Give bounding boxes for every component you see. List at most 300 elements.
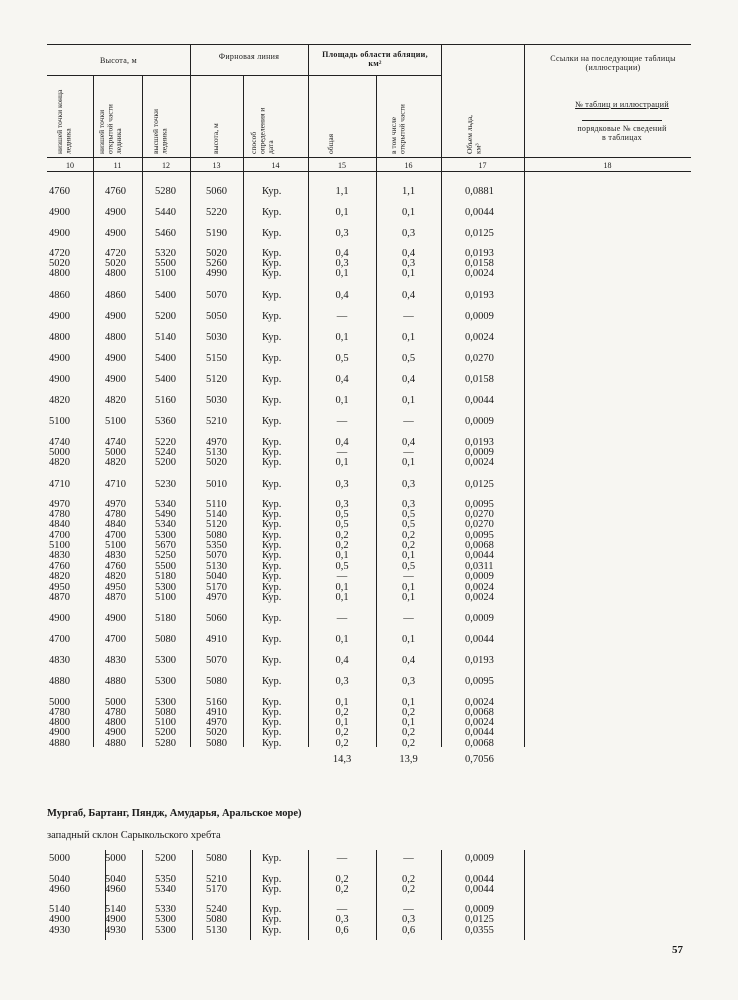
table-cell-open-height: 4870	[105, 592, 126, 603]
table-cell-area-total: 0,1	[335, 457, 349, 468]
table-cell-firn-height: 5010	[206, 479, 227, 490]
table-cell-area-total: 0,3	[335, 258, 349, 269]
table-cell-method: Кур.	[262, 676, 282, 687]
lower-table-cell-method: Кур.	[262, 853, 282, 864]
table-cell-top-height: 5220	[155, 437, 176, 448]
body-vline-4	[243, 172, 244, 747]
page-number: 57	[672, 944, 683, 956]
colnum-13: 13	[212, 161, 221, 170]
table-cell-volume: 0,0311	[465, 561, 494, 572]
table-cell-open-height: 4830	[105, 655, 126, 666]
lower-table-cell-top-height: 5350	[155, 874, 176, 885]
table-cell-area-open: 0,2	[401, 530, 416, 541]
total-volume: 0,7056	[465, 754, 494, 765]
table-cell-open-height: 4900	[105, 613, 126, 624]
lower-table-cell-top-height: 5300	[155, 925, 176, 936]
table-cell-top-height: 5100	[155, 268, 176, 279]
table-cell-method: Кур.	[262, 634, 282, 645]
table-cell-method: Кур.	[262, 353, 282, 364]
table-cell-open-height: 4900	[105, 311, 126, 322]
table-cell-area-total: 0,2	[335, 738, 349, 749]
table-cell-area-open: 0,3	[401, 676, 416, 687]
table-cell-method: Кур.	[262, 416, 282, 427]
table-cell-area-total: 0,2	[335, 727, 349, 738]
table-cell-open-height: 5100	[105, 540, 126, 551]
refs-sub-rule	[582, 120, 662, 121]
table-cell-end-height: 4700	[49, 530, 70, 541]
lower-table-cell-end-height: 4960	[49, 884, 70, 895]
table-cell-volume: 0,0270	[465, 509, 494, 520]
hdr-vline-c	[190, 44, 191, 171]
lower-table-cell-method: Кур.	[262, 904, 282, 915]
table-cell-volume: 0,0881	[465, 186, 494, 197]
table-cell-firn-height: 5080	[206, 676, 227, 687]
table-cell-method: Кур.	[262, 248, 282, 259]
table-cell-area-total: 0,5	[335, 353, 349, 364]
table-cell-end-height: 4900	[49, 374, 70, 385]
table-cell-area-open: 0,3	[401, 258, 416, 269]
body-vline-1	[93, 172, 94, 747]
table-cell-top-height: 5240	[155, 447, 176, 458]
lower-table-cell-top-height: 5300	[155, 914, 176, 925]
table-cell-firn-height: 5030	[206, 332, 227, 343]
colnum-15: 15	[338, 161, 346, 170]
table-cell-area-open: 0,1	[401, 634, 416, 645]
table-cell-end-height: 4780	[49, 707, 70, 718]
table-cell-open-height: 4800	[105, 268, 126, 279]
table-cell-top-height: 5460	[155, 228, 176, 239]
table-cell-area-total: 0,2	[335, 707, 349, 718]
table-cell-top-height: 5340	[155, 499, 176, 510]
table-cell-firn-height: 4910	[206, 634, 227, 645]
body-vline-2	[142, 172, 143, 747]
table-cell-area-open: 0,2	[401, 707, 416, 718]
table-cell-method: Кур.	[262, 530, 282, 541]
table-cell-firn-height: 5070	[206, 290, 227, 301]
lower-table-cell-end-height: 4900	[49, 914, 70, 925]
table-cell-end-height: 4900	[49, 727, 70, 738]
table-cell-end-height: 4900	[49, 613, 70, 624]
table-cell-area-open: 0,1	[401, 550, 416, 561]
colnum-12: 12	[162, 161, 170, 170]
col13-header: высота, м	[211, 123, 220, 154]
table-cell-area-total: 0,1	[335, 717, 349, 728]
table-cell-firn-height: 5020	[206, 248, 227, 259]
table-cell-volume: 0,0095	[465, 499, 494, 510]
col16-header: в том числе открытой части	[389, 104, 407, 154]
table-cell-open-height: 5000	[105, 697, 126, 708]
lower-table-cell-area-open: —	[403, 904, 414, 915]
lower-table-cell-area-total: 0,2	[335, 884, 349, 895]
table-cell-top-height: 5490	[155, 509, 176, 520]
table-cell-area-total: 0,2	[335, 530, 349, 541]
lower-table-cell-open-height: 5140	[105, 904, 126, 915]
group-firn-title: Фирновая линия	[218, 52, 280, 61]
table-cell-open-height: 4880	[105, 676, 126, 687]
refs-sub2: порядковые № сведений в таблицах	[577, 124, 667, 142]
lower-table-cell-volume: 0,0355	[465, 925, 494, 936]
table-cell-area-open: 0,1	[401, 457, 416, 468]
table-cell-firn-height: 5170	[206, 582, 227, 593]
lower-table-cell-area-total: —	[336, 904, 348, 915]
table-cell-method: Кур.	[262, 561, 282, 572]
table-cell-volume: 0,0044	[465, 727, 494, 738]
table-cell-volume: 0,0044	[465, 207, 494, 218]
table-cell-area-open: 0,4	[401, 655, 416, 666]
table-cell-method: Кур.	[262, 738, 282, 749]
table-cell-area-open: 0,4	[401, 374, 416, 385]
col17-header: Объем льда, км³	[465, 114, 483, 154]
body-vline-8	[524, 172, 525, 747]
table-cell-top-height: 5080	[155, 707, 176, 718]
table-cell-firn-height: 5060	[206, 186, 227, 197]
table-cell-firn-height: 5160	[206, 697, 227, 708]
hdr-vline-d	[243, 75, 244, 171]
table-cell-open-height: 4760	[105, 186, 126, 197]
colnum-14: 14	[271, 161, 280, 170]
table-cell-open-height: 5020	[105, 258, 126, 269]
table-cell-area-total: 0,1	[335, 395, 349, 406]
table-cell-area-total: 0,3	[335, 228, 349, 239]
table-cell-area-open: 0,5	[401, 561, 416, 572]
table-cell-method: Кур.	[262, 395, 282, 406]
table-cell-area-total: 0,3	[335, 499, 349, 510]
group-height-title: Высота, м	[99, 56, 138, 65]
lower-table-cell-open-height: 4900	[105, 914, 126, 925]
table-cell-method: Кур.	[262, 550, 282, 561]
table-cell-end-height: 4870	[49, 592, 70, 603]
table-cell-area-open: 0,1	[401, 268, 416, 279]
table-cell-open-height: 4860	[105, 290, 126, 301]
table-cell-volume: 0,0044	[465, 634, 494, 645]
table-cell-volume: 0,0193	[465, 655, 494, 666]
lower-vline-8	[524, 850, 525, 940]
table-cell-volume: 0,0068	[465, 738, 494, 749]
table-cell-open-height: 4900	[105, 228, 126, 239]
table-cell-method: Кур.	[262, 697, 282, 708]
table-cell-open-height: 4800	[105, 717, 126, 728]
table-cell-area-open: —	[403, 311, 414, 322]
table-cell-volume: 0,0024	[465, 332, 494, 343]
table-cell-method: Кур.	[262, 707, 282, 718]
table-cell-method: Кур.	[262, 311, 282, 322]
table-cell-top-height: 5300	[155, 582, 176, 593]
lower-table-cell-area-total: —	[336, 853, 348, 864]
table-cell-area-open: 1,1	[401, 186, 416, 197]
table-cell-firn-height: 5140	[206, 509, 227, 520]
hdr-vline-h	[524, 44, 525, 171]
table-cell-method: Кур.	[262, 228, 282, 239]
table-cell-firn-height: 4910	[206, 707, 227, 718]
table-cell-firn-height: 5020	[206, 457, 227, 468]
table-cell-firn-height: 5020	[206, 727, 227, 738]
table-cell-open-height: 4710	[105, 479, 126, 490]
table-cell-area-total: 0,1	[335, 332, 349, 343]
table-cell-end-height: 4740	[49, 437, 70, 448]
table-cell-method: Кур.	[262, 447, 282, 458]
table-cell-firn-height: 5260	[206, 258, 227, 269]
table-cell-area-total: 0,1	[335, 207, 349, 218]
table-cell-area-total: 0,4	[335, 437, 349, 448]
table-cell-firn-height: 5040	[206, 571, 227, 582]
col10-header: низшей точки конца ледника	[55, 89, 73, 154]
table-cell-area-total: 0,4	[335, 655, 349, 666]
lower-vline-2	[142, 850, 143, 940]
table-cell-volume: 0,0095	[465, 676, 494, 687]
table-cell-open-height: 5100	[105, 416, 126, 427]
table-cell-volume: 0,0068	[465, 540, 494, 551]
table-cell-area-total: 0,5	[335, 561, 349, 572]
table-cell-open-height: 4760	[105, 561, 126, 572]
table-cell-firn-height: 5150	[206, 353, 227, 364]
table-cell-top-height: 5300	[155, 655, 176, 666]
table-cell-end-height: 4880	[49, 676, 70, 687]
table-cell-method: Кур.	[262, 268, 282, 279]
col15-header: общая	[326, 133, 335, 154]
header-top-rule	[47, 44, 691, 45]
table-cell-top-height: 5300	[155, 530, 176, 541]
lower-table-cell-top-height: 5330	[155, 904, 176, 915]
table-cell-volume: 0,0024	[465, 268, 494, 279]
table-cell-volume: 0,0024	[465, 582, 494, 593]
table-cell-open-height: 4900	[105, 353, 126, 364]
table-cell-method: Кур.	[262, 290, 282, 301]
table-cell-volume: 0,0044	[465, 550, 494, 561]
table-cell-top-height: 5280	[155, 738, 176, 749]
table-cell-area-total: 0,1	[335, 550, 349, 561]
colnum-18: 18	[603, 161, 612, 170]
table-cell-area-open: 0,1	[401, 395, 416, 406]
table-cell-area-total: —	[336, 447, 348, 458]
lower-table-cell-area-total: 0,6	[335, 925, 349, 936]
table-cell-top-height: 5200	[155, 457, 176, 468]
table-cell-end-height: 5000	[49, 447, 70, 458]
table-cell-open-height: 4800	[105, 332, 126, 343]
table-cell-method: Кур.	[262, 509, 282, 520]
table-cell-firn-height: 5120	[206, 519, 227, 530]
table-cell-area-total: —	[336, 416, 348, 427]
table-cell-end-height: 4880	[49, 738, 70, 749]
table-cell-open-height: 4780	[105, 509, 126, 520]
table-cell-volume: 0,0009	[465, 447, 494, 458]
table-cell-open-height: 4740	[105, 437, 126, 448]
table-cell-area-total: 0,1	[335, 582, 349, 593]
table-cell-open-height: 4780	[105, 707, 126, 718]
table-cell-area-total: 0,4	[335, 374, 349, 385]
lower-table-cell-volume: 0,0009	[465, 904, 494, 915]
table-cell-area-total: 0,3	[335, 676, 349, 687]
lower-table-cell-end-height: 5040	[49, 874, 70, 885]
lower-table-cell-area-open: 0,2	[401, 874, 416, 885]
table-cell-open-height: 4970	[105, 499, 126, 510]
table-cell-method: Кур.	[262, 437, 282, 448]
table-cell-top-height: 5300	[155, 676, 176, 687]
table-cell-area-total: 0,3	[335, 479, 349, 490]
table-cell-end-height: 4900	[49, 228, 70, 239]
col11-header: низшей точки открытой части ледника	[97, 104, 123, 154]
table-cell-top-height: 5400	[155, 290, 176, 301]
table-cell-end-height: 4820	[49, 457, 70, 468]
table-cell-area-total: —	[336, 571, 348, 582]
table-cell-end-height: 4820	[49, 571, 70, 582]
table-cell-end-height: 4820	[49, 395, 70, 406]
colnum-11: 11	[113, 161, 122, 170]
hdr-vline-g	[441, 44, 442, 171]
table-cell-area-open: 0,4	[401, 248, 416, 259]
group-area-title: Площадь области абляции, км²	[322, 50, 428, 68]
table-cell-top-height: 5360	[155, 416, 176, 427]
refs-sub1: № таблиц и иллюстраций	[575, 100, 669, 109]
table-cell-end-height: 4900	[49, 311, 70, 322]
header-group-rule	[47, 75, 441, 76]
table-cell-volume: 0,0009	[465, 571, 494, 582]
table-cell-top-height: 5440	[155, 207, 176, 218]
lower-table-cell-open-height: 5000	[105, 853, 126, 864]
table-cell-end-height: 5100	[49, 540, 70, 551]
lower-table-cell-area-open: 0,3	[401, 914, 416, 925]
lower-table-cell-firn-height: 5130	[206, 925, 227, 936]
table-cell-top-height: 5230	[155, 479, 176, 490]
table-cell-volume: 0,0125	[465, 479, 494, 490]
table-cell-volume: 0,0009	[465, 311, 494, 322]
section-title: Мургаб, Бартанг, Пяндж, Амударья, Аральское море)	[47, 808, 302, 819]
lower-table-cell-volume: 0,0044	[465, 874, 494, 885]
table-cell-end-height: 4800	[49, 268, 70, 279]
table-cell-end-height: 4900	[49, 207, 70, 218]
table-cell-volume: 0,0009	[465, 416, 494, 427]
lower-table-cell-area-total: 0,2	[335, 874, 349, 885]
body-vline-3	[190, 172, 191, 747]
table-cell-area-open: —	[403, 416, 414, 427]
table-cell-method: Кур.	[262, 479, 282, 490]
lower-table-cell-firn-height: 5210	[206, 874, 227, 885]
table-cell-area-open: —	[403, 447, 414, 458]
table-cell-top-height: 5500	[155, 258, 176, 269]
table-cell-firn-height: 5120	[206, 374, 227, 385]
table-cell-area-open: 0,1	[401, 717, 416, 728]
table-cell-area-total: —	[336, 311, 348, 322]
table-cell-end-height: 4860	[49, 290, 70, 301]
table-cell-firn-height: 5030	[206, 395, 227, 406]
table-cell-top-height: 5080	[155, 634, 176, 645]
table-cell-area-total: 0,5	[335, 519, 349, 530]
table-cell-volume: 0,0009	[465, 613, 494, 624]
lower-vline-3	[192, 850, 193, 940]
table-cell-top-height: 5500	[155, 561, 176, 572]
table-cell-method: Кур.	[262, 519, 282, 530]
table-cell-volume: 0,0193	[465, 248, 494, 259]
section-subtitle: западный склон Сарыкольского хребта	[47, 830, 221, 841]
table-cell-top-height: 5100	[155, 717, 176, 728]
lower-table-cell-open-height: 4960	[105, 884, 126, 895]
table-cell-top-height: 5180	[155, 571, 176, 582]
colnum-10: 10	[66, 161, 74, 170]
lower-table-cell-open-height: 4930	[105, 925, 126, 936]
lower-vline-7	[441, 850, 442, 940]
table-cell-end-height: 5000	[49, 697, 70, 708]
table-cell-firn-height: 4970	[206, 717, 227, 728]
table-cell-end-height: 4710	[49, 479, 70, 490]
table-cell-area-open: 0,1	[401, 582, 416, 593]
table-cell-area-open: 0,2	[401, 540, 416, 551]
table-cell-firn-height: 5210	[206, 416, 227, 427]
table-cell-open-height: 4840	[105, 519, 126, 530]
table-cell-top-height: 5340	[155, 519, 176, 530]
table-cell-end-height: 4760	[49, 561, 70, 572]
table-cell-area-open: —	[403, 613, 414, 624]
table-cell-area-open: —	[403, 571, 414, 582]
table-cell-area-total: 0,5	[335, 509, 349, 520]
table-cell-top-height: 5670	[155, 540, 176, 551]
table-cell-area-total: 0,4	[335, 248, 349, 259]
table-cell-open-height: 4900	[105, 374, 126, 385]
body-vline-7	[441, 172, 442, 747]
table-cell-top-height: 5180	[155, 613, 176, 624]
table-cell-area-open: 0,1	[401, 592, 416, 603]
table-cell-volume: 0,0024	[465, 457, 494, 468]
colnum-16: 16	[404, 161, 413, 170]
lower-vline-4	[250, 850, 251, 940]
table-cell-area-total: —	[336, 613, 348, 624]
table-cell-end-height: 5020	[49, 258, 70, 269]
table-cell-end-height: 4760	[49, 186, 70, 197]
hdr-vline-b	[142, 75, 143, 171]
table-cell-open-height: 4880	[105, 738, 126, 749]
lower-table-cell-method: Кур.	[262, 925, 282, 936]
table-cell-area-open: 0,5	[401, 353, 416, 364]
table-cell-firn-height: 4990	[206, 268, 227, 279]
table-cell-area-total: 0,2	[335, 540, 349, 551]
lower-table-cell-end-height: 5000	[49, 853, 70, 864]
hdr-vline-e	[308, 44, 309, 171]
table-cell-method: Кур.	[262, 571, 282, 582]
table-cell-top-height: 5200	[155, 311, 176, 322]
table-cell-method: Кур.	[262, 207, 282, 218]
table-cell-top-height: 5100	[155, 592, 176, 603]
table-cell-volume: 0,0158	[465, 374, 494, 385]
table-cell-firn-height: 5220	[206, 207, 227, 218]
header-numbers-rule-bottom	[47, 171, 691, 172]
table-cell-volume: 0,0068	[465, 707, 494, 718]
table-cell-open-height: 4820	[105, 571, 126, 582]
table-cell-end-height: 5100	[49, 416, 70, 427]
table-cell-firn-height: 5130	[206, 447, 227, 458]
table-cell-firn-height: 5190	[206, 228, 227, 239]
table-cell-firn-height: 5070	[206, 550, 227, 561]
lower-table-cell-open-height: 5040	[105, 874, 126, 885]
table-cell-area-open: 0,1	[401, 697, 416, 708]
table-cell-area-open: 0,2	[401, 738, 416, 749]
table-cell-end-height: 4700	[49, 634, 70, 645]
table-cell-top-height: 5160	[155, 395, 176, 406]
lower-table-cell-top-height: 5340	[155, 884, 176, 895]
table-cell-firn-height: 5050	[206, 311, 227, 322]
table-cell-firn-height: 5060	[206, 613, 227, 624]
table-cell-area-total: 0,1	[335, 697, 349, 708]
table-cell-open-height: 4830	[105, 550, 126, 561]
hdr-vline-a	[93, 75, 94, 171]
table-cell-method: Кур.	[262, 582, 282, 593]
table-cell-firn-height: 5110	[206, 499, 227, 510]
table-cell-area-open: 0,3	[401, 479, 416, 490]
table-cell-method: Кур.	[262, 374, 282, 385]
table-cell-volume: 0,0158	[465, 258, 494, 269]
table-cell-open-height: 4900	[105, 207, 126, 218]
table-cell-volume: 0,0024	[465, 592, 494, 603]
header-numbers-rule-top	[47, 157, 691, 158]
table-cell-area-open: 0,5	[401, 519, 416, 530]
table-cell-area-open: 0,5	[401, 509, 416, 520]
